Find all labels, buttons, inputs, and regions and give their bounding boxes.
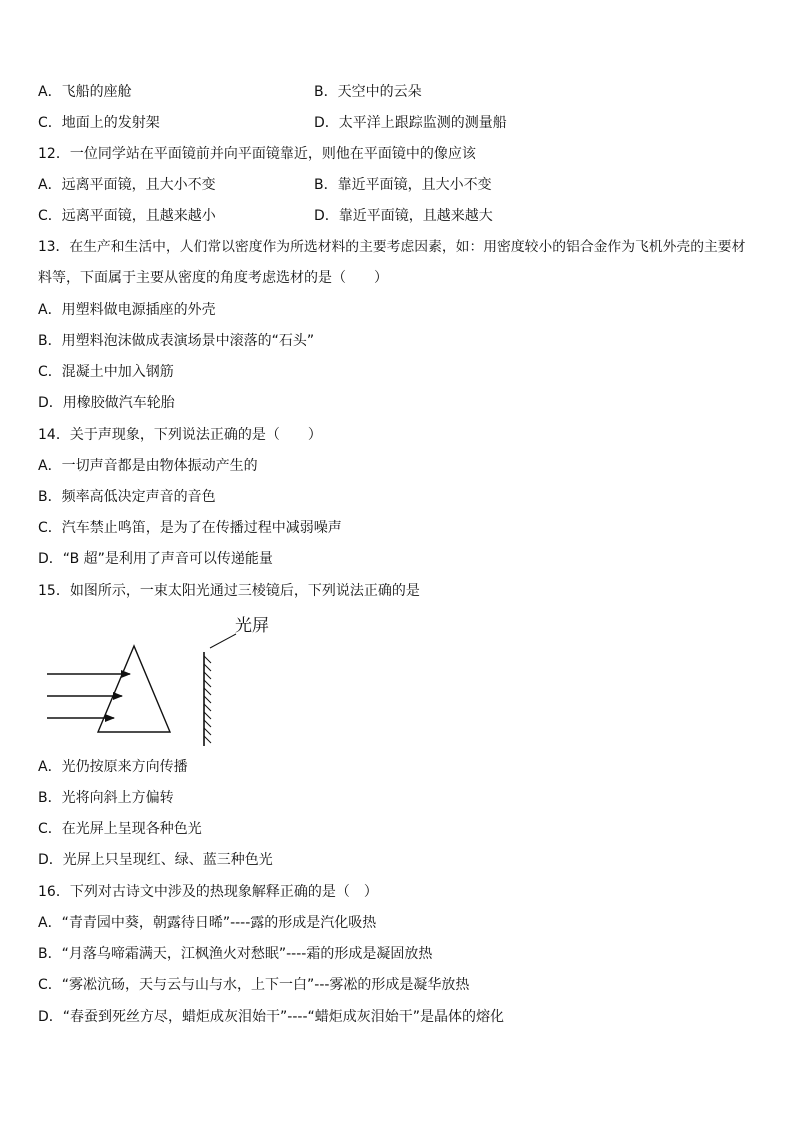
- q14-option-c: C．汽车禁止鸣笛，是为了在传播过程中减弱噪声: [38, 520, 342, 536]
- label-leader-line: [210, 634, 236, 648]
- screen-label: 光屏: [235, 616, 269, 636]
- q13-stem-line1: 13．在生产和生活中，人们常以密度作为所选材料的主要考虑因素，如：用密度较小的铝合金作为飞机外壳的主要材: [38, 239, 746, 255]
- q15-option-c: C．在光屏上呈现各种色光: [38, 821, 202, 837]
- q13-option-b: B．用塑料泡沫做成表演场景中滚落的“石头”: [38, 333, 315, 349]
- screen-hatching: [204, 656, 211, 743]
- q13-option-d: D．用橡胶做汽车轮胎: [38, 395, 175, 411]
- q11-option-c: C．地面上的发射架: [38, 115, 160, 131]
- q16-stem: 16．下列对古诗文中涉及的热现象解释正确的是（ ）: [38, 884, 378, 900]
- prism-figure: [40, 612, 290, 752]
- prism-triangle: [98, 646, 170, 732]
- q13-option-c: C．混凝土中加入钢筋: [38, 364, 174, 380]
- q13-stem-line2: 料等，下面属于主要从密度的角度考虑选材的是（ ）: [38, 270, 388, 286]
- q15-stem: 15．如图所示，一束太阳光通过三棱镜后，下列说法正确的是: [38, 583, 420, 599]
- q14-option-d: D．“B 超”是利用了声音可以传递能量: [38, 551, 273, 567]
- q15-option-b: B．光将向斜上方偏转: [38, 790, 174, 806]
- q13-option-a: A．用塑料做电源插座的外壳: [38, 302, 216, 318]
- q12-option-a: A．远离平面镜，且大小不变: [38, 177, 216, 193]
- q14-option-a: A．一切声音都是由物体振动产生的: [38, 458, 258, 474]
- q15-option-d: D．光屏上只呈现红、绿、蓝三种色光: [38, 852, 273, 868]
- q12-option-b: B．靠近平面镜，且大小不变: [314, 177, 492, 193]
- q12-option-c: C．远离平面镜，且越来越小: [38, 208, 216, 224]
- q15-option-a: A．光仍按原来方向传播: [38, 759, 188, 775]
- q11-option-a: A．飞船的座舱: [38, 84, 132, 100]
- q16-option-b: B．“月落乌啼霜满天，江枫渔火对愁眠”----霜的形成是凝固放热: [38, 946, 433, 962]
- q11-option-d: D．太平洋上跟踪监测的测量船: [314, 115, 507, 131]
- q12-option-d: D．靠近平面镜，且越来越大: [314, 208, 493, 224]
- q16-option-c: C．“雾凇沆砀，天与云与山与水，上下一白”---雾凇的形成是凝华放热: [38, 977, 470, 993]
- q11-option-b: B．天空中的云朵: [314, 84, 422, 100]
- q16-option-d: D．“春蚕到死丝方尽，蜡炬成灰泪始干”----“蜡炬成灰泪始干”是晶体的熔化: [38, 1009, 504, 1025]
- q14-stem: 14．关于声现象，下列说法正确的是（ ）: [38, 427, 322, 443]
- q16-option-a: A．“青青园中葵，朝露待日晞”----露的形成是汽化吸热: [38, 915, 377, 931]
- q12-stem: 12．一位同学站在平面镜前并向平面镜靠近，则他在平面镜中的像应该: [38, 146, 476, 162]
- q14-option-b: B．频率高低决定声音的音色: [38, 489, 216, 505]
